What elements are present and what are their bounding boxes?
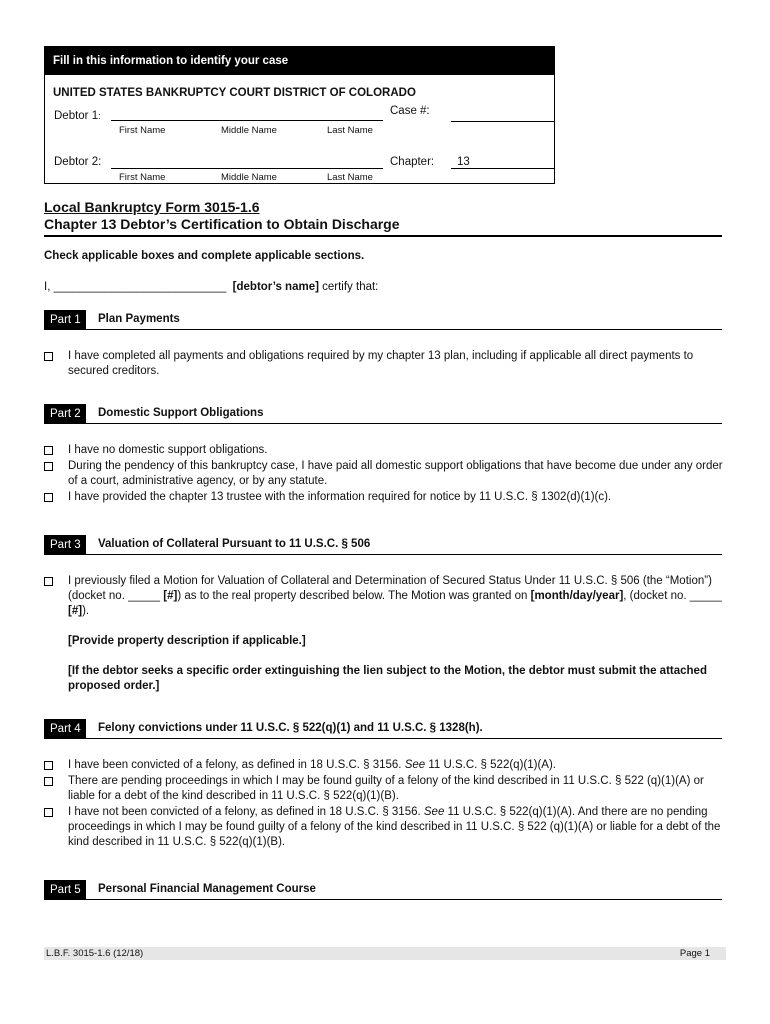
form-title xyxy=(44,199,400,233)
part-1-tag: Part 1 xyxy=(44,310,86,330)
part-5-title: Personal Financial Management Course xyxy=(98,883,316,895)
chapter-label: Chapter: xyxy=(390,156,435,168)
part-2-title: Domestic Support Obligations xyxy=(98,407,264,419)
checkbox-label: I have completed all payments and obligations required by my chapter 13 plan, including if applicable all direct payments to secured creditors. xyxy=(68,350,694,377)
debtor1-label: Debtor 1: xyxy=(54,110,101,122)
part-3-header xyxy=(44,535,722,555)
part-4-header xyxy=(44,719,722,739)
part-2-item xyxy=(44,490,724,505)
checkbox-label: I have not been convicted of a felony, as defined in 18 U.S.C. § 3156. See 11 U.S.C. § 522(q)(1)(A). And there are no pending proceedings in which I may be found guilty of a felony of the kind described in 11 U.S.C. § 522 (q)(1)(A) or liable for a debt of the kind described in 11 U.S.C. § 522(q)(1)(B). xyxy=(68,806,721,848)
debtor2-middle-name-label: Middle Name xyxy=(221,172,277,183)
part-4-item xyxy=(44,805,724,850)
part-4-item xyxy=(44,758,724,773)
debtor2-first-name-label: First Name xyxy=(119,172,166,183)
debtor2-last-name-label: Last Name xyxy=(327,172,373,183)
part-1-header xyxy=(44,310,722,330)
part-2-header xyxy=(44,404,722,424)
checkbox[interactable] xyxy=(44,577,53,586)
form-number: Local Bankruptcy Form 3015-1.6 xyxy=(44,199,260,215)
part-2-item xyxy=(44,443,724,458)
page-number: Page 1 xyxy=(679,948,710,959)
debtor2-name-field[interactable] xyxy=(111,168,383,169)
part-1-title: Plan Payments xyxy=(98,313,180,325)
checkbox[interactable] xyxy=(44,808,53,817)
page-footer xyxy=(44,947,726,960)
part-4-item xyxy=(44,774,724,804)
part-1-item xyxy=(44,349,724,379)
case-number-field[interactable] xyxy=(451,121,554,122)
debtor1-middle-name-label: Middle Name xyxy=(221,125,277,136)
case-info-header: Fill in this information to identify your case xyxy=(45,47,554,75)
checkbox-label: I previously filed a Motion for Valuation of Collateral and Determination of Secured Status Under 11 U.S.C. § 506 (the “Motion”) (docket no. _____ [#]) as to the real property described below. The Motion was granted on [month/day/year], (docket no. _____ [#]). xyxy=(68,575,722,617)
case-info-box xyxy=(44,46,555,184)
form-id: L.B.F. 3015-1.6 (12/18) xyxy=(46,948,144,959)
part-4-title: Felony convictions under 11 U.S.C. § 522(q)(1) and 11 U.S.C. § 1328(h). xyxy=(98,722,483,734)
part-2-item xyxy=(44,459,724,489)
chapter-value: 13 xyxy=(457,156,470,168)
debtor1-last-name-label: Last Name xyxy=(327,125,373,136)
checkbox[interactable] xyxy=(44,462,53,471)
checkbox[interactable] xyxy=(44,777,53,786)
part-5-tag: Part 5 xyxy=(44,880,86,900)
checkbox[interactable] xyxy=(44,493,53,502)
checkbox-label: During the pendency of this bankruptcy case, I have paid all domestic support obligations that have become due under any order of a court, administrative agency, or by any statute. xyxy=(68,460,723,487)
part-2-tag: Part 2 xyxy=(44,404,86,424)
certification-statement xyxy=(44,281,378,293)
part-5-header xyxy=(44,880,722,900)
certify-suffix: certify that: xyxy=(318,281,379,293)
case-number-label: Case #: xyxy=(390,105,430,117)
checkbox-label: I have been convicted of a felony, as defined in 18 U.S.C. § 3156. See 11 U.S.C. § 522(q)(1)(A). xyxy=(68,759,556,771)
instructions: Check applicable boxes and complete applicable sections. xyxy=(44,250,365,262)
part-3-title: Valuation of Collateral Pursuant to 11 U.S.C. § 506 xyxy=(98,538,371,550)
checkbox-label: There are pending proceedings in which I may be found guilty of a felony of the kind described in 11 U.S.C. § 522 (q)(1)(A) or liable for a debt of the kind described in 11 U.S.C. § 522(q)(1)(B). xyxy=(68,775,704,802)
debtor2-label: Debtor 2: xyxy=(54,156,102,168)
debtor1-name-field[interactable] xyxy=(111,120,383,121)
checkbox[interactable] xyxy=(44,446,53,455)
proposed-order-note: [If the debtor seeks a specific order extinguishing the lien subject to the Motion, the debtor must submit the attached proposed order.] xyxy=(68,665,707,692)
debtor1-first-name-label: First Name xyxy=(119,125,166,136)
checkbox[interactable] xyxy=(44,761,53,770)
debtor-name-placeholder: [debtor’s name] xyxy=(232,281,319,293)
debtor-name-blank[interactable]: I, ___________________________ xyxy=(44,281,227,293)
checkbox[interactable] xyxy=(44,352,53,361)
court-name: UNITED STATES BANKRUPTCY COURT DISTRICT OF COLORADO xyxy=(53,87,416,99)
part-3-item xyxy=(44,574,724,619)
part-3-tag: Part 3 xyxy=(44,535,86,555)
property-description-note: [Provide property description if applicable.] xyxy=(68,635,306,647)
part-4-tag: Part 4 xyxy=(44,719,86,739)
title-divider xyxy=(44,235,722,237)
checkbox-label: I have provided the chapter 13 trustee with the information required for notice by 11 U.S.C. § 1302(d)(1)(c). xyxy=(68,491,612,503)
chapter-field[interactable] xyxy=(451,168,554,169)
form-name: Chapter 13 Debtor’s Certification to Obtain Discharge xyxy=(44,216,400,232)
checkbox-label: I have no domestic support obligations. xyxy=(68,444,268,456)
